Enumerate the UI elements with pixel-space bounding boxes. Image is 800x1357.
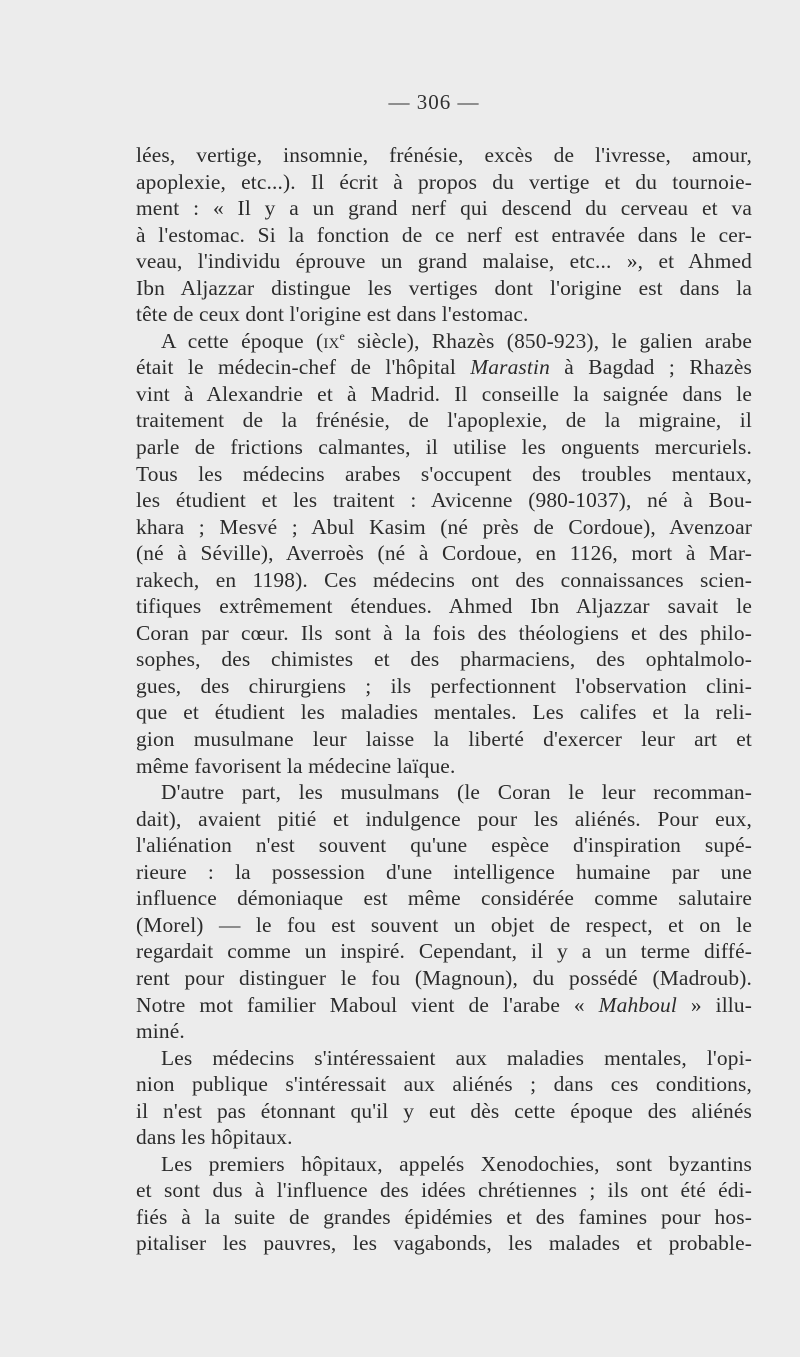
text-line: rakech, en 1198). Ces médecins ont des connaissances scien- (136, 567, 752, 592)
text-line: (Morel) — le fou est souvent un objet de respect, et on le (136, 912, 752, 937)
text-line: dans les hôpitaux. (136, 1125, 293, 1150)
text-line: sophes, des chimistes et des pharmaciens, des ophtalmolo- (136, 647, 752, 672)
text-line: khara ; Mesvé ; Abul Kasim (né près de Cordoue), Avenzoar (136, 514, 752, 539)
text-line: (né à Séville), Averroès (né à Cordoue, en 1126, mort à Mar- (136, 541, 752, 566)
text-line: miné. (136, 1019, 185, 1044)
text-line: vint à Alexandrie et à Madrid. Il conseille la saignée dans le (136, 381, 752, 406)
text-line: lées, vertige, insomnie, frénésie, excès de l'ivresse, amour, (136, 143, 752, 167)
text-line (136, 354, 752, 381)
text-line: rieure : la possession d'une intelligence humaine par une (136, 859, 752, 884)
text-line: l'aliénation n'est souvent qu'une espèce d'inspiration supé- (136, 833, 752, 858)
text-line: nion publique s'intéressait aux aliénés ; dans ces conditions, (136, 1072, 752, 1097)
italic-term: Mahboul (598, 992, 677, 1017)
text-line: traitement de la frénésie, de l'apoplexie, de la migraine, il (136, 408, 752, 433)
text-line: influence démoniaque est même considérée comme salutaire (136, 886, 752, 911)
text-span: ix (323, 328, 340, 353)
text-line: gues, des chirurgiens ; ils perfectionnent l'observation clini- (136, 673, 752, 698)
text-span: Notre mot familier Maboul vient de l'arabe « (136, 992, 599, 1017)
text-line: Tous les médecins arabes s'occupent des troubles mentaux, (136, 461, 752, 486)
text-line: rent pour distinguer le fou (Magnoun), du possédé (Madroub). (136, 965, 752, 990)
text-line: Coran par cœur. Ils sont à la fois des théologiens et des philo- (136, 620, 752, 645)
text-line: que et étudient les maladies mentales. Les califes et la reli- (136, 700, 752, 725)
text-line: Ibn Aljazzar distingue les vertiges dont l'origine est dans la (136, 275, 752, 300)
text-line: veau, l'individu éprouve un grand malaise, etc... », et Ahmed (136, 249, 752, 274)
text-line: gion musulmane leur laisse la liberté d'exercer leur art et (136, 727, 752, 752)
text-span: A cette époque ( (161, 328, 324, 353)
text-line: les étudient et les traitent : Avicenne (980-1037), né à Bou- (136, 488, 752, 513)
text-line: il n'est pas étonnant qu'il y eut dès cette époque des aliénés (136, 1098, 752, 1123)
body-text (136, 142, 752, 1257)
text-line: regardait comme un inspiré. Cependant, il y a un terme diffé- (136, 939, 752, 964)
superscript: e (339, 328, 345, 343)
text-line: D'autre part, les musulmans (le Coran le leur recomman- (161, 780, 752, 805)
text-line: Les médecins s'intéressaient aux maladies mentales, l'opi- (161, 1045, 752, 1070)
text-line: et sont dus à l'influence des idées chrétiennes ; ils ont été édi- (136, 1178, 752, 1203)
text-span: à Bagdad ; Rhazès (549, 355, 752, 380)
text-span: siècle), Rhazès (850-923), le galien arabe (344, 328, 752, 353)
text-line: parle de frictions calmantes, il utilise les onguents mercuriels. (136, 435, 752, 460)
text-line: apoplexie, etc...). Il écrit à propos du vertige et du tournoie- (136, 169, 752, 194)
text-line: tifiques extrêmement étendues. Ahmed Ibn Aljazzar savait le (136, 594, 752, 619)
italic-term: Marastin (470, 355, 550, 380)
text-line (136, 992, 752, 1019)
text-line: à l'estomac. Si la fonction de ce nerf est entravée dans le cer- (136, 222, 752, 247)
text-line: pitaliser les pauvres, les vagabonds, les malades et probable- (136, 1231, 752, 1256)
text-line: tête de ceux dont l'origine est dans l'estomac. (136, 302, 529, 327)
text-span: » illu- (676, 992, 752, 1017)
text-line (136, 328, 752, 355)
text-line: même favorisent la médecine laïque. (136, 753, 456, 778)
page-number: — 306 — (388, 90, 480, 114)
text-line: dait), avaient pitié et indulgence pour les aliénés. Pour eux, (136, 806, 752, 831)
text-line: fiés à la suite de grandes épidémies et des famines pour hos- (136, 1204, 752, 1229)
text-line: ment : « Il y a un grand nerf qui descend du cerveau et va (136, 196, 752, 221)
text-span: était le médecin-chef de l'hôpital (136, 355, 471, 380)
text-line: Les premiers hôpitaux, appelés Xenodochies, sont byzantins (161, 1151, 752, 1176)
